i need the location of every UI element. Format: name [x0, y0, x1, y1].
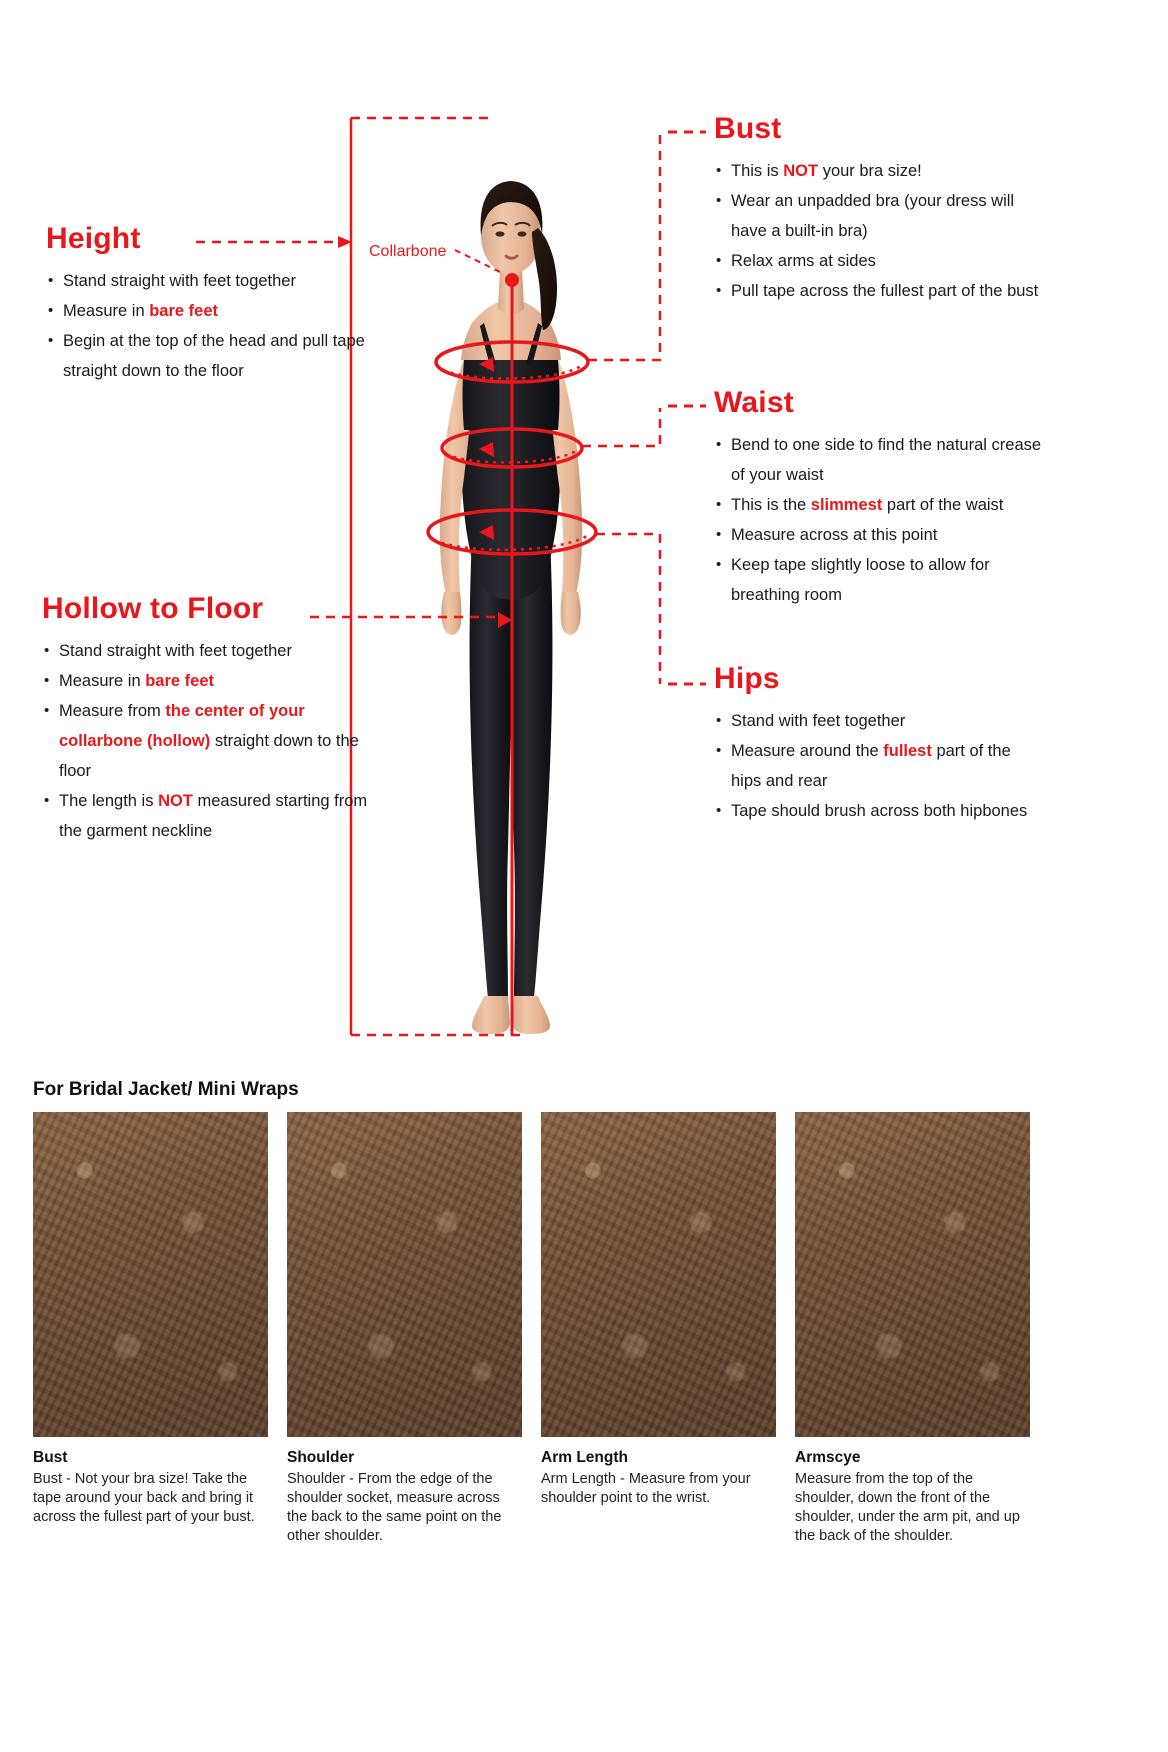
list-item: • Stand straight with feet together: [46, 266, 376, 296]
section-hollow-to-floor: [42, 592, 387, 846]
card-shoulder-title: Shoulder: [287, 1449, 355, 1466]
card-shoulder-photo: [287, 1112, 522, 1437]
section-waist-title: Waist: [714, 386, 794, 419]
photo-backdrop: [33, 1112, 268, 1437]
photo-backdrop: [541, 1112, 776, 1437]
section-height-list: [46, 266, 376, 386]
list-item: • Stand with feet together: [714, 706, 1044, 736]
list-item: • This is the slimmest part of the waist: [714, 490, 1044, 520]
card-arm-length-description: Arm Length - Measure from your shoulder point to the wrist.: [541, 1471, 751, 1506]
list-item: • Pull tape across the fullest part of the bust: [714, 276, 1044, 306]
list-item: • Measure from the center of your collarbone (hollow) straight down to the floor: [42, 696, 387, 786]
section-hollow-to-floor-list: [42, 636, 387, 846]
card-armscye-title: Armscye: [795, 1449, 861, 1466]
card-arm-length-title: Arm Length: [541, 1449, 628, 1466]
list-item: • Measure in bare feet: [42, 666, 387, 696]
list-item: • Measure around the fullest part of the hips and rear: [714, 736, 1044, 796]
section-height: [46, 222, 376, 386]
section-hips-list: [714, 706, 1044, 826]
list-item: • Wear an unpadded bra (your dress will have a built-in bra): [714, 186, 1044, 246]
section-bust-title: Bust: [714, 112, 782, 145]
section-bust: [714, 112, 1044, 306]
list-item: • Measure across at this point: [714, 520, 1044, 550]
hips-callout-line: [596, 534, 660, 684]
card-arm-length-photo: [541, 1112, 776, 1437]
section-waist-list: [714, 430, 1044, 610]
card-bust: [33, 1112, 268, 1546]
card-shoulder-description: Shoulder - From the edge of the shoulder socket, measure across the back to the same point on the other shoulder.: [287, 1471, 502, 1544]
card-bust-photo: [33, 1112, 268, 1437]
section-hollow-to-floor-title: Hollow to Floor: [42, 592, 264, 625]
section-bust-list: [714, 156, 1044, 306]
collarbone-leader: [455, 250, 500, 272]
card-bust-title: Bust: [33, 1449, 68, 1466]
list-item: • Keep tape slightly loose to allow for breathing room: [714, 550, 1044, 610]
card-arm-length: [541, 1112, 776, 1546]
list-item: • Stand straight with feet together: [42, 636, 387, 666]
section-height-title: Height: [46, 222, 141, 255]
list-item: • Begin at the top of the head and pull tape straight down to the floor: [46, 326, 376, 386]
list-item: • Relax arms at sides: [714, 246, 1044, 276]
photo-backdrop: [795, 1112, 1030, 1437]
card-armscye-photo: [795, 1112, 1030, 1437]
section-hips-title: Hips: [714, 662, 780, 695]
collarbone-point: [505, 273, 519, 287]
bridal-jacket-cards: [33, 1112, 1139, 1546]
waist-callout-line: [582, 408, 660, 446]
photo-backdrop: [287, 1112, 522, 1437]
bridal-jacket-section: [0, 1060, 1168, 1752]
card-shoulder: [287, 1112, 522, 1546]
section-hips: [714, 662, 1044, 826]
card-armscye: [795, 1112, 1030, 1546]
card-bust-description: Bust - Not your bra size! Take the tape around your back and bring it across the fullest part of your bust.: [33, 1471, 255, 1525]
list-item: • Measure in bare feet: [46, 296, 376, 326]
section-waist: [714, 386, 1044, 610]
card-armscye-description: Measure from the top of the shoulder, down the front of the shoulder, under the arm pit, and up the back of the shoulder.: [795, 1471, 1020, 1544]
list-item: • Tape should brush across both hipbones: [714, 796, 1044, 826]
collarbone-label: Collarbone: [369, 243, 447, 260]
list-item: • The length is NOT measured starting from the garment neckline: [42, 786, 387, 846]
list-item: • This is NOT your bra size!: [714, 156, 1044, 186]
bust-callout-line: [588, 132, 660, 360]
bridal-jacket-title: For Bridal Jacket/ Mini Wraps: [33, 1079, 299, 1100]
list-item: • Bend to one side to find the natural crease of your waist: [714, 430, 1044, 490]
